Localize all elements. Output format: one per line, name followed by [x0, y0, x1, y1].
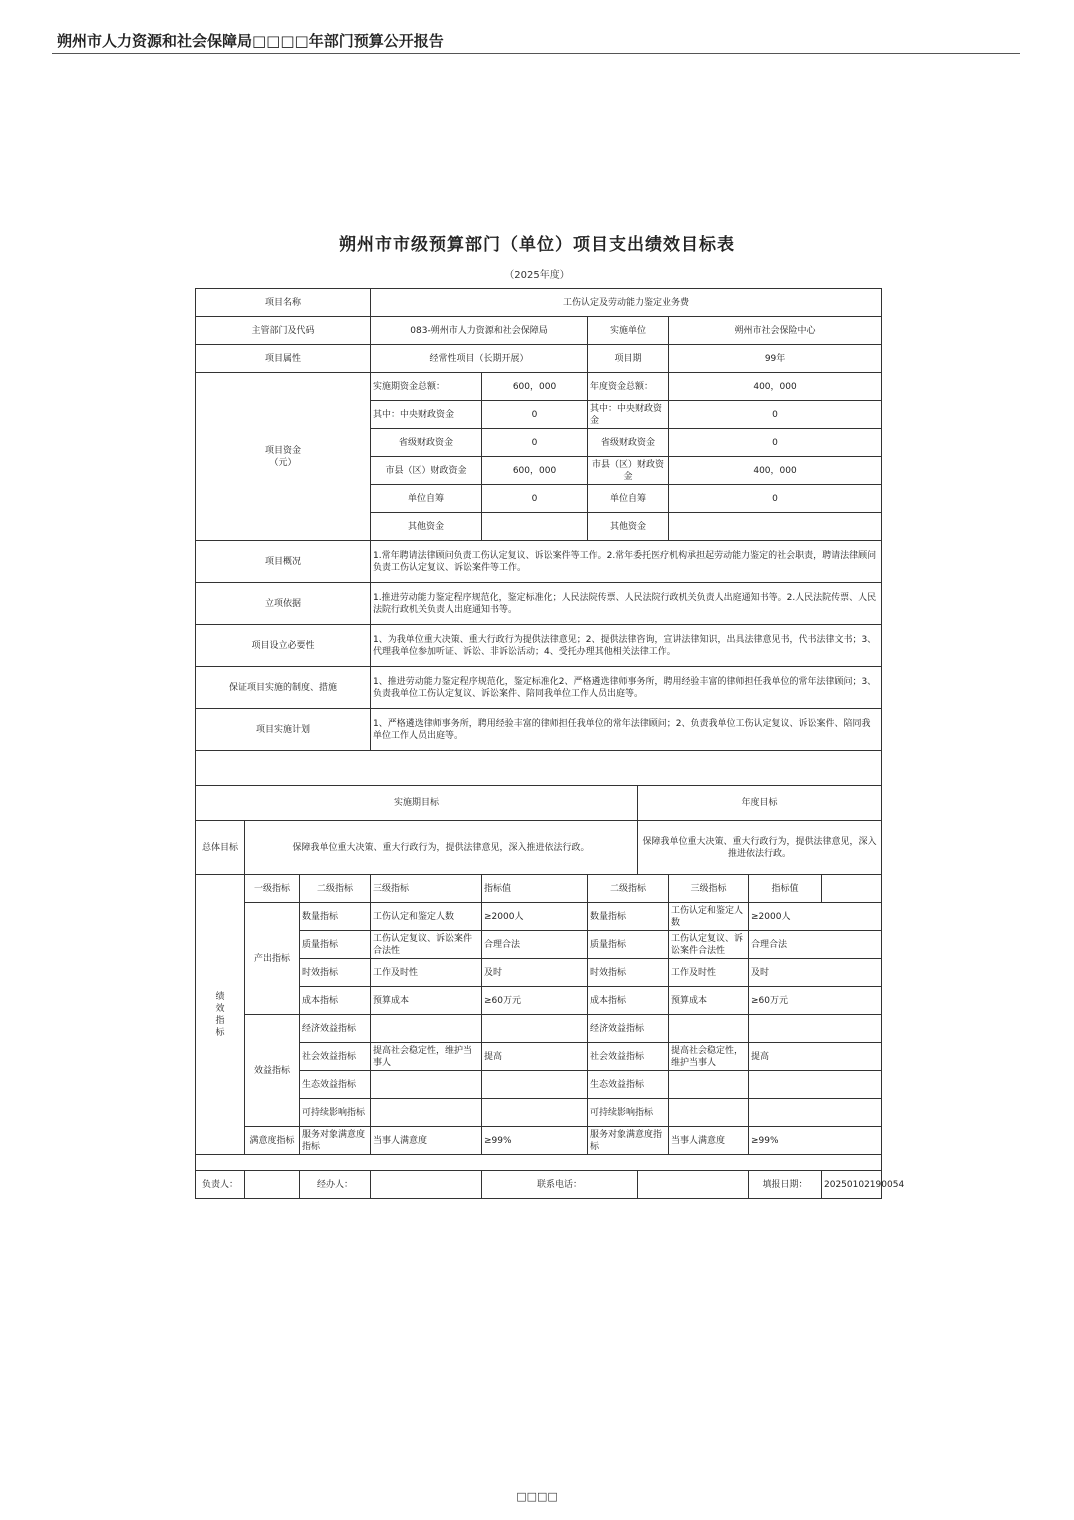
header-empty: [822, 875, 882, 903]
value-fill-date: 20250102190054: [822, 1171, 882, 1199]
table-row-lvl3: 当事人满意度: [371, 1127, 482, 1155]
table-row-annual-lvl3: 预算成本: [669, 987, 749, 1015]
table-row-lvl2: 经济效益指标: [300, 1015, 371, 1043]
header-lvl3: 三级指标: [371, 875, 482, 903]
value-self-annual: 0: [669, 485, 882, 513]
value-central-total: 0: [482, 401, 588, 429]
table-row-lvl3: 工伤认定和鉴定人数: [371, 903, 482, 931]
table-row-annual-lvl2: 可持续影响指标: [588, 1099, 669, 1127]
table-row-annual-lvl3: 工伤认定复议、诉讼案件合法性: [669, 931, 749, 959]
table-year: （2025年度）: [504, 270, 570, 281]
table-row-value: ≥2000人: [482, 903, 588, 931]
value-project-period: 99年: [669, 345, 882, 373]
header-ind-value: 指标值: [482, 875, 588, 903]
value-impl-unit: 朔州市社会保险中心: [669, 317, 882, 345]
value-city-annual: 400，000: [669, 457, 882, 485]
value-central-annual: 0: [669, 401, 882, 429]
table-row-annual-value: ≥99%: [749, 1127, 882, 1155]
header-divider: [52, 53, 1020, 54]
value-overall-impl: 保障我单位重大决策、重大行政行为，提供法律意见，深入推进依法行政。: [245, 821, 638, 875]
table-row-value: ≥99%: [482, 1127, 588, 1155]
label-basis: 立项依据: [196, 583, 371, 625]
label-dept-code: 主管部门及代码: [196, 317, 371, 345]
table-row-lvl2: 数量指标: [300, 903, 371, 931]
table-title: 朔州市市级预算部门（单位）项目支出绩效目标表: [339, 235, 735, 255]
header-impl-goal: 实施期目标: [196, 786, 638, 821]
page-footer: □□□□: [516, 1490, 558, 1503]
value-city-total: 600，000: [482, 457, 588, 485]
performance-target-table: [195, 288, 905, 1199]
table-row-annual-lvl3: 工伤认定和鉴定人数: [669, 903, 749, 931]
table-row-annual-value: 及时: [749, 959, 882, 987]
table-row-lvl3: 工伤认定复议、诉讼案件合法性: [371, 931, 482, 959]
header-annual-goal: 年度目标: [638, 786, 882, 821]
label-provincial-funds-annual: 省级财政资金: [588, 429, 669, 457]
table-row-value: 及时: [482, 959, 588, 987]
table-row-annual-lvl2: 时效指标: [588, 959, 669, 987]
table-row-annual-lvl3: 提高社会稳定性，维护当事人: [669, 1043, 749, 1071]
label-other-funds-annual: 其他资金: [588, 513, 669, 541]
table-row-annual-lvl2: 社会效益指标: [588, 1043, 669, 1071]
table-row-value: 提高: [482, 1043, 588, 1071]
table-row-annual-lvl3: [669, 1099, 749, 1127]
value-guarantee: 1、推进劳动能力鉴定程序规范化，鉴定标准化2、严格遴选律师事务所，聘用经验丰富的律师担任我单位的常年法律顾问；3、负责我单位工伤认定复议、诉讼案件、陪同我单位工作人员出庭等。: [371, 667, 882, 709]
table-row-annual-value: 合理合法: [749, 931, 882, 959]
value-basis: 1.推进劳动能力鉴定程序规范化，鉴定标准化；人民法院传票、人民法院行政机关负责人出庭通知书等。2.人民法院传票、人民法院行政机关负责人出庭通知书等。: [371, 583, 882, 625]
table-row-lvl3: 工作及时性: [371, 959, 482, 987]
table-row-annual-lvl2: 经济效益指标: [588, 1015, 669, 1043]
value-handler: [371, 1171, 482, 1199]
value-project-name: 工伤认定及劳动能力鉴定业务费: [371, 289, 882, 317]
value-plan: 1、严格遴选律师事务所，聘用经验丰富的律师担任我单位的常年法律顾问；2、负责我单位工伤认定复议、诉讼案件、陪同我单位工作人员出庭等。: [371, 709, 882, 751]
table-row-lvl2: 生态效益指标: [300, 1071, 371, 1099]
label-guarantee: 保证项目实施的制度、措施: [196, 667, 371, 709]
label-city-funds: 市县（区）财政资金: [371, 457, 482, 485]
table-row-annual-lvl3: 工作及时性: [669, 959, 749, 987]
table-row-annual-value: ≥2000人: [749, 903, 882, 931]
table-row-annual-lvl2: 成本指标: [588, 987, 669, 1015]
value-overall-annual: 保障我单位重大决策、重大行政行为，提供法律意见，深入推进依法行政。: [638, 821, 882, 875]
table-row-annual-lvl3: [669, 1071, 749, 1099]
label-project-period: 项目期: [588, 345, 669, 373]
label-self-funds-annual: 单位自筹: [588, 485, 669, 513]
value-necessity: 1、为我单位重大决策、重大行政行为提供法律意见；2、提供法律咨询，宣讲法律知识，出具法律意见书，代书法律文书；3、代理我单位参加听证、诉讼、非诉讼活动；4、受托办理其他相关法律工作。: [371, 625, 882, 667]
label-project-attr: 项目属性: [196, 345, 371, 373]
value-other-total: [482, 513, 588, 541]
table-row-lvl3: 提高社会稳定性，维护当事人: [371, 1043, 482, 1071]
table-row-value: [482, 1015, 588, 1043]
label-perf-indicator: 绩效指标: [196, 875, 245, 1155]
value-annual-funds: 400，000: [669, 373, 882, 401]
label-city-funds-annual: 市县（区）财政资金: [588, 457, 669, 485]
table-row-lvl2: 质量指标: [300, 931, 371, 959]
label-necessity: 项目设立必要性: [196, 625, 371, 667]
value-other-annual: [669, 513, 882, 541]
value-project-attr: 经常性项目（长期开展）: [371, 345, 588, 373]
value-phone: [638, 1171, 749, 1199]
table-row-lvl3: [371, 1015, 482, 1043]
table-row-lvl2: 成本指标: [300, 987, 371, 1015]
table-row-value: [482, 1099, 588, 1127]
label-other-funds: 其他资金: [371, 513, 482, 541]
table-row-annual-lvl3: 当事人满意度: [669, 1127, 749, 1155]
label-satisfaction: 满意度指标: [245, 1127, 300, 1155]
label-output: 产出指标: [245, 903, 300, 1015]
label-provincial-funds: 省级财政资金: [371, 429, 482, 457]
value-overview: 1.常年聘请法律顾问负责工伤认定复议、诉讼案件等工作。2.常年委托医疗机构承担起劳动能力鉴定的社会职责，聘请法律顾问负责工伤认定复议、诉讼案件等工作。: [371, 541, 882, 583]
table-row-lvl2: 服务对象满意度指标: [300, 1127, 371, 1155]
table-row-lvl3: [371, 1071, 482, 1099]
header-annual-ind-value: 指标值: [749, 875, 822, 903]
table-row-annual-lvl3: [669, 1015, 749, 1043]
value-self-total: 0: [482, 485, 588, 513]
value-responsible: [245, 1171, 300, 1199]
label-project-name: 项目名称: [196, 289, 371, 317]
label-handler: 经办人：: [300, 1171, 371, 1199]
empty-spacer-row-2: [196, 1155, 882, 1171]
label-central-funds-annual: 其中：中央财政资金: [588, 401, 669, 429]
label-fill-date: 填报日期：: [749, 1171, 822, 1199]
label-benefit: 效益指标: [245, 1015, 300, 1127]
label-responsible: 负责人：: [196, 1171, 245, 1199]
header-annual-lvl2: 二级指标: [588, 875, 669, 903]
table-row-value: 合理合法: [482, 931, 588, 959]
table-row-annual-lvl2: 服务对象满意度指标: [588, 1127, 669, 1155]
table-row-annual-value: ≥60万元: [749, 987, 882, 1015]
table-row-value: ≥60万元: [482, 987, 588, 1015]
empty-spacer-row: [196, 751, 882, 786]
header-lvl1: 一级指标: [245, 875, 300, 903]
table-row-annual-lvl2: 数量指标: [588, 903, 669, 931]
table-row-annual-value: [749, 1071, 882, 1099]
label-project-funds: 项目资金 （元）: [196, 373, 371, 541]
table-row-lvl2: 时效指标: [300, 959, 371, 987]
table-row-lvl3: 预算成本: [371, 987, 482, 1015]
label-phone: 联系电话：: [482, 1171, 638, 1199]
label-impl-unit: 实施单位: [588, 317, 669, 345]
label-overview: 项目概况: [196, 541, 371, 583]
header-lvl2: 二级指标: [300, 875, 371, 903]
value-dept-code: 083-朔州市人力资源和社会保障局: [371, 317, 588, 345]
table-row-lvl2: 可持续影响指标: [300, 1099, 371, 1127]
table-row-value: [482, 1071, 588, 1099]
table-row-annual-lvl2: 质量指标: [588, 931, 669, 959]
label-overall-goal: 总体目标: [196, 821, 245, 875]
table-row-annual-value: 提高: [749, 1043, 882, 1071]
table-row-lvl3: [371, 1099, 482, 1127]
label-central-funds: 其中：中央财政资金: [371, 401, 482, 429]
label-annual-funds: 年度资金总额：: [588, 373, 669, 401]
table-row-annual-value: [749, 1015, 882, 1043]
value-provincial-total: 0: [482, 429, 588, 457]
table-row-annual-value: [749, 1099, 882, 1127]
value-total-funds: 600，000: [482, 373, 588, 401]
label-total-funds: 实施期资金总额：: [371, 373, 482, 401]
header-annual-lvl3: 三级指标: [669, 875, 749, 903]
label-plan: 项目实施计划: [196, 709, 371, 751]
value-provincial-annual: 0: [669, 429, 882, 457]
label-self-funds: 单位自筹: [371, 485, 482, 513]
table-row-lvl2: 社会效益指标: [300, 1043, 371, 1071]
table-row-annual-lvl2: 生态效益指标: [588, 1071, 669, 1099]
page-header: 朔州市人力资源和社会保障局□□□□年部门预算公开报告: [57, 32, 444, 50]
